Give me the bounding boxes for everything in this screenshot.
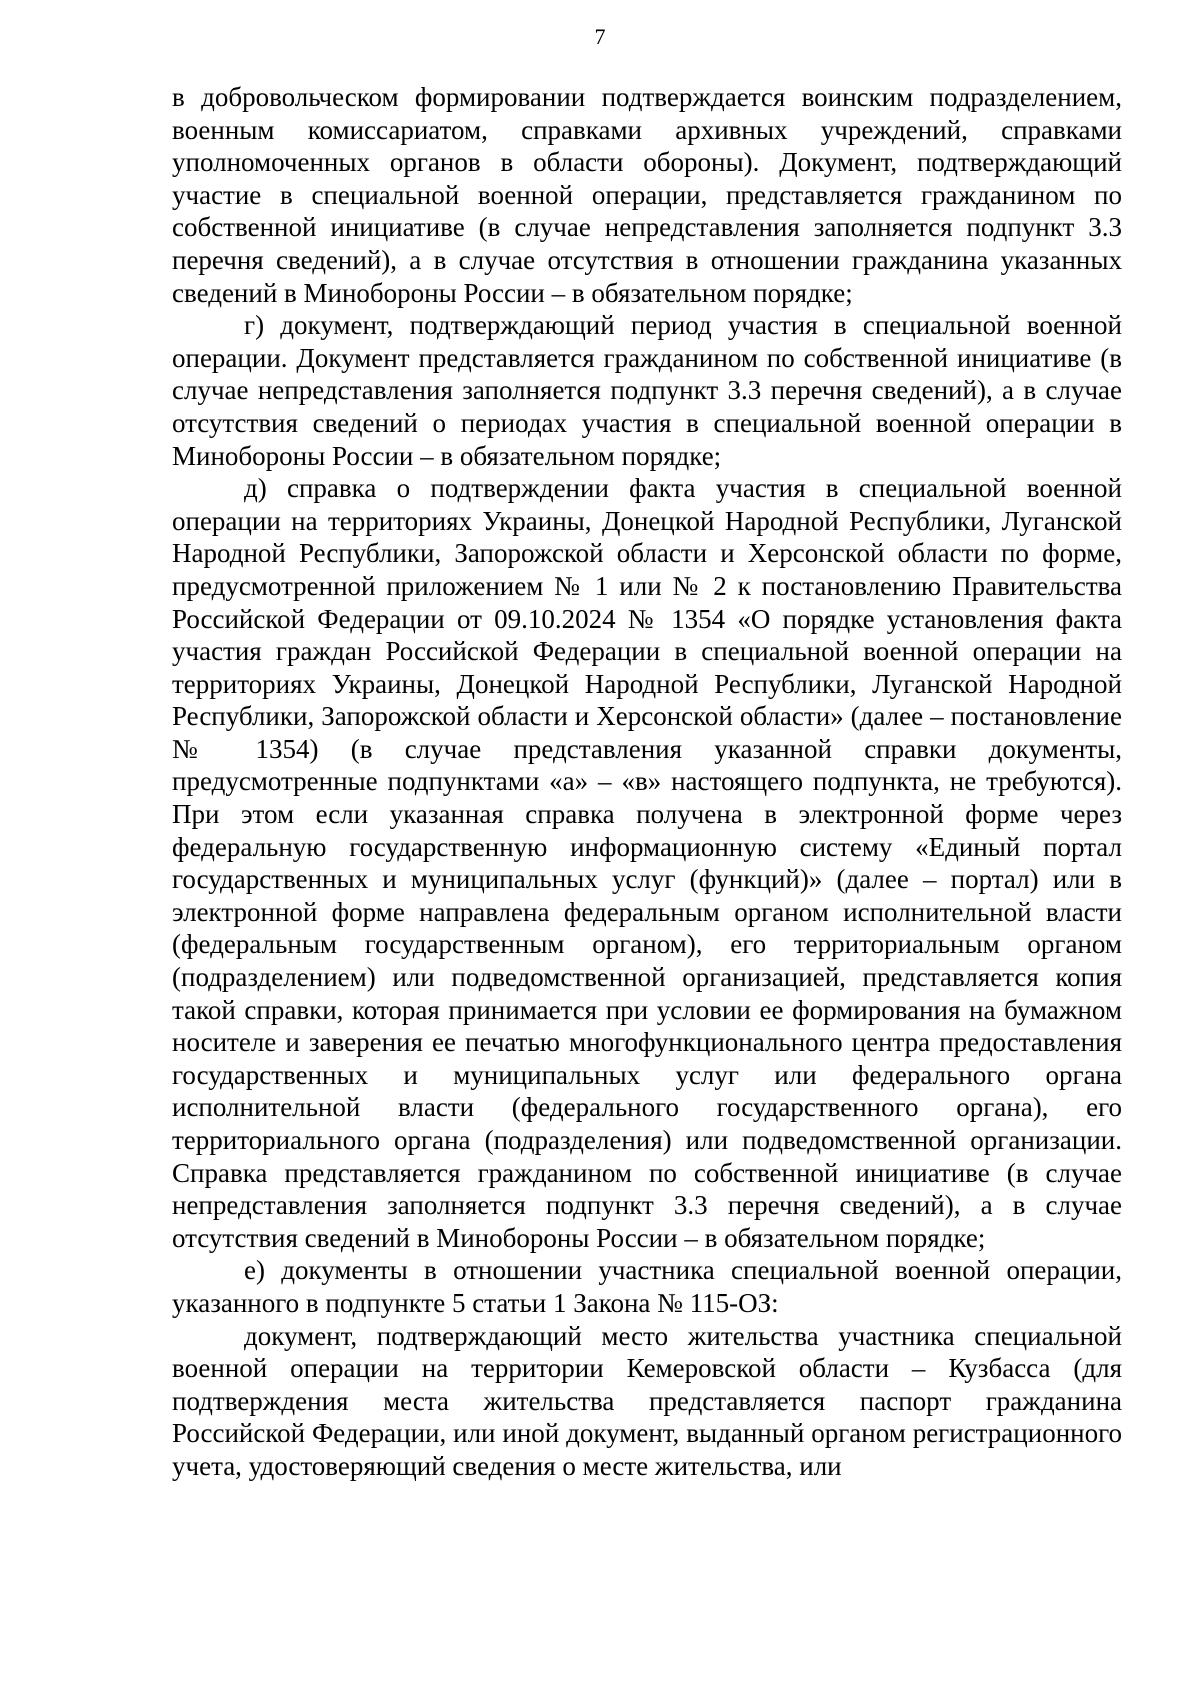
document-body xyxy=(172,81,1122,1483)
paragraph-item-d: д) справка о подтверждении факта участия в специальной военной операции на территориях Украины, Донецкой Народной Республики, Луганской Народной Республики, Запорожской области и Херсонской области по форме, предусмотренной приложением № 1 или № 2 к постановлению Правительства Российской Федерации от 09.10.2024 № 1354 «О порядке установления факта участия граждан Российской Федерации в специальной военной операции на территориях Украины, Донецкой Народной Республики, Луганской Народной Республики, Запорожской области и Херсонской области» (далее – постановление № 1354) (в случае представления указанной справки документы, предусмотренные подпунктами «а» – «в» настоящего подпункта, не требуются). При этом если указанная справка получена в электронной форме через федеральную государственную информационную систему «Единый портал государственных и муниципальных услуг (функций)» (далее – портал) или в электронной форме направлена федеральным органом исполнительной власти (федеральным государственным органом), его территориальным органом (подразделением) или подведомственной организацией, представляется копия такой справки, которая принимается при условии ее формирования на бумажном носителе и заверения ее печатью многофункционального центра предоставления государственных и муниципальных услуг или федерального органа исполнительной власти (федерального государственного органа), его территориального органа (подразделения) или подведомственной организации. Справка представляется гражданином по собственной инициативе (в случае непредставления заполняется подпункт 3.3 перечня сведений), а в случае отсутствия сведений в Минобороны России – в обязательном порядке; xyxy=(172,473,1122,1253)
paragraph-item-e: е) документы в отношении участника специальной военной операции, указанного в подпункте 5 статьи 1 Закона № 115-ОЗ: xyxy=(172,1255,1122,1318)
paragraph-item-g: г) документ, подтверждающий период участия в специальной военной операции. Документ представляется гражданином по собственной инициативе (в случае непредставления заполняется подпункт 3.3 перечня сведений), а в случае отсутствия сведений о периодах участия в специальной военной операции в Минобороны России – в обязательном порядке; xyxy=(172,310,1122,471)
paragraph-continuation: в добровольческом формировании подтверждается воинским подразделением, военным комиссариатом, справками архивных учреждений, справками уполномоченных органов в области обороны). Документ, подтверждающий участие в специальной военной операции, представляется гражданином по собственной инициативе (в случае непредставления заполняется подпункт 3.3 перечня сведений), а в случае отсутствия в отношении гражданина указанных сведений в Минобороны России – в обязательном порядке; xyxy=(172,82,1122,308)
paragraph-residence-document: документ, подтверждающий место жительства участника специальной военной операции на территории Кемеровской области – Кузбасса (для подтверждения места жительства представляется паспорт гражданина Российской Федерации, или иной документ, выданный органом регистрационного учета, удостоверяющий сведения о месте жительства, или xyxy=(172,1320,1122,1481)
page-number: 7 xyxy=(594,24,606,49)
